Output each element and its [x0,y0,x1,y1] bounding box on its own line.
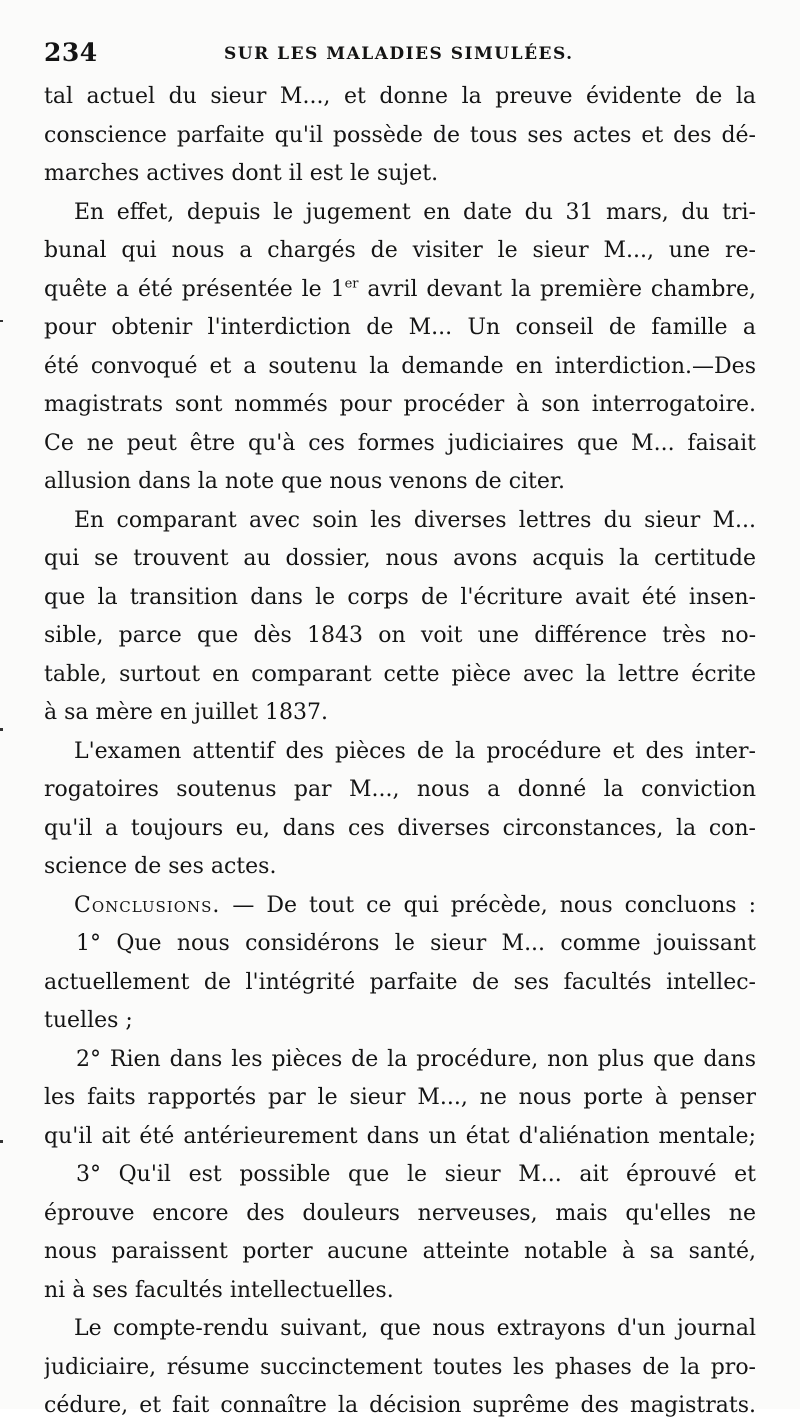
text-line: que la transition dans le corps de l'écriture avait été insen- [44,584,756,610]
superscript: er [344,276,359,292]
text-line: 1° Que nous considérons le sieur M... comme jouissant [76,931,756,956]
text-line: judiciaire, résume succinctement toutes les phases de la pro- [44,1354,756,1380]
text-fragment: quête a été présentée le 1 [44,276,345,302]
text-line: magistrats sont nommés pour procéder à son interrogatoire. [44,392,756,417]
running-title: SUR LES MALADIES SIMULÉES. [224,44,574,64]
text-line: Ce ne peut être qu'à ces formes judiciaires que M... faisait [44,430,756,456]
text-line: marches actives dont il est le sujet. [44,161,439,186]
text-body [44,78,756,1426]
text-line: tal actuel du sieur M..., et donne la preuve évidente de la [44,84,756,109]
section-label: Conclusions. [74,892,221,918]
text-line: L'examen attentif des pièces de la procédure et des inter- [74,738,756,764]
scan-edge-mark [0,1140,3,1143]
text-fragment: — De tout ce qui précède, nous concluons : [220,892,756,918]
text-line: nous paraissent porter aucune atteinte notable à sa santé, [44,1239,756,1264]
text-line: conscience parfaite qu'il possède de tous ses actes et des dé- [44,122,756,148]
text-line [44,271,756,310]
text-line: cédure, et fait connaître la décision suprême des magistrats. [44,1393,756,1418]
text-line: Le compte-rendu suivant, que nous extrayons d'un journal [74,1316,756,1341]
text-line: pour obtenir l'interdiction de M... Un conseil de famille a [44,315,756,340]
page-header [44,34,756,74]
text-line: table, surtout en comparant cette pièce avec la lettre écrite [44,661,756,687]
text-line [44,887,756,926]
text-line: En effet, depuis le jugement en date du 31 mars, du tri- [74,199,756,225]
text-line: 3° Qu'il est possible que le sieur M... ait éprouvé et [76,1162,756,1187]
text-line: tuelles ; [44,1008,133,1033]
text-line: qui se trouvent au dossier, nous avons acquis la certitude [44,546,756,571]
text-line: qu'il ait été antérieurement dans un état d'aliénation mentale; [44,1123,756,1149]
text-line: à sa mère en juillet 1837. [44,700,329,725]
text-line: actuellement de l'intégrité parfaite de ses facultés intellec- [44,969,756,995]
text-line: les faits rapportés par le sieur M..., ne nous porte à penser [44,1085,756,1110]
scan-edge-mark [0,728,3,731]
text-line: En comparant avec soin les diverses lettres du sieur M... [74,507,756,533]
text-line: 2° Rien dans les pièces de la procédure, non plus que dans [76,1046,756,1072]
text-line: sible, parce que dès 1843 on voit une différence très no- [44,623,756,648]
text-line: ni à ses facultés intellectuelles. [44,1277,394,1303]
text-fragment: avril devant la première chambre, [358,276,756,302]
text-line: rogatoires soutenus par M..., nous a donné la conviction [44,777,756,802]
page-number: 234 [44,38,98,67]
text-line: bunal qui nous a chargés de visiter le sieur M..., une re- [44,238,756,263]
text-line: allusion dans la note que nous venons de citer. [44,469,566,494]
text-line: qu'il a toujours eu, dans ces diverses circonstances, la con- [44,815,756,841]
text-line: science de ses actes. [44,854,277,879]
text-line: éprouve encore des douleurs nerveuses, mais qu'elles ne [44,1200,756,1226]
scan-edge-mark [0,320,3,322]
text-line: été convoqué et a soutenu la demande en interdiction.—Des [44,353,756,379]
